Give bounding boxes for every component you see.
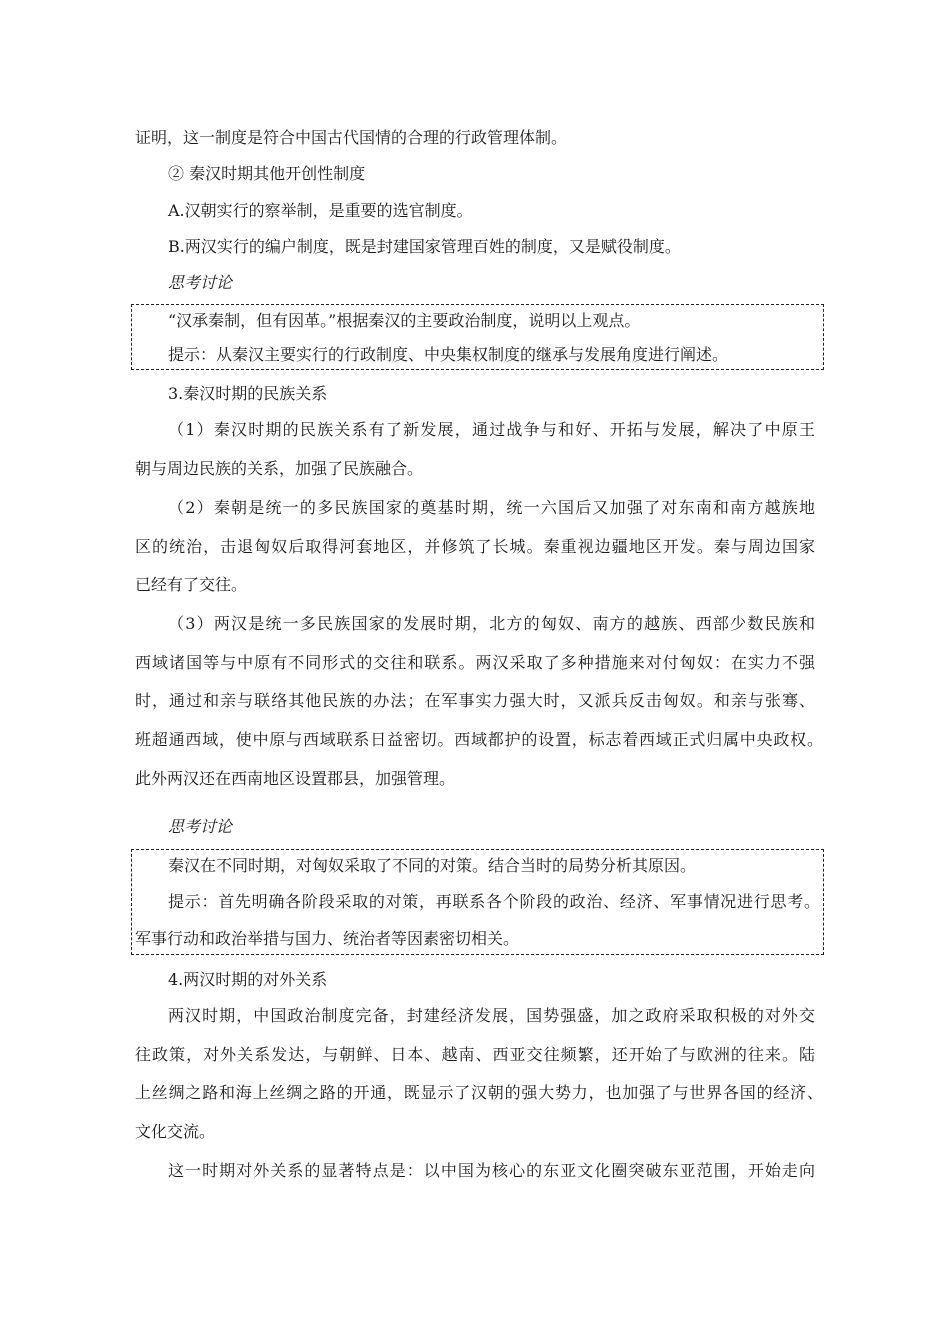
think-discuss-label: 思考讨论 [168,817,233,836]
paragraph-line: 班超通西域，使中原与西域联系日益密切。西域都护的设置，标志着西域正式归属中央政权。 [135,730,823,749]
paragraph-line: 时，通过和亲与联络其他民族的办法；在军事实力强大时，又派兵反击匈奴。和亲与张骞、 [135,691,815,710]
discussion-question: 秦汉在不同时期，对匈奴采取了不同的对策。结合当时的局势分析其原因。 [168,856,697,875]
paragraph-line: 上丝绸之路和海上丝绸之路的开通，既显示了汉朝的强大势力，也加强了与世界各国的经济、 [135,1083,823,1102]
think-discuss-label: 思考讨论 [168,273,233,292]
discussion-hint: 提示：首先明确各阶段采取的对策，再联系各个阶段的政治、经济、军事情况进行思考。 [168,892,820,911]
section-heading: 3.秦汉时期的民族关系 [168,384,328,403]
paragraph-line: 已经有了交往。 [135,575,248,594]
paragraph-line: （2）秦朝是统一的多民族国家的奠基时期，统一六国后又加强了对东南和南方越族地 [168,498,815,517]
discussion-question: “汉承秦制，但有因革。”根据秦汉的主要政治制度，说明以上观点。 [168,311,641,330]
paragraph-line: 两汉时期，中国政治制度完备，封建经济发展，国势强盛，加之政府采取积极的对外交 [168,1006,815,1025]
paragraph-line: 此外两汉还在西南地区设置郡县，加强管理。 [135,769,456,788]
discussion-hint: 提示：从秦汉主要实行的行政制度、中央集权制度的继承与发展角度进行阐述。 [168,345,729,364]
paragraph-line: 这一时期对外关系的显著特点是：以中国为核心的东亚文化圈突破东亚范围，开始走向 [168,1161,815,1180]
paragraph-line: 西域诸国等与中原有不同形式的交往和联系。两汉采取了多种措施来对付匈奴：在实力不强 [135,653,815,672]
paragraph-line: 证明，这一制度是符合中国古代国情的合理的行政管理体制。 [135,128,568,147]
paragraph-line: （1）秦汉时期的民族关系有了新发展，通过战争与和好、开拓与发展，解决了中原王 [168,420,815,439]
paragraph-line: （3）两汉是统一多民族国家的发展时期，北方的匈奴、南方的越族、西部少数民族和 [168,614,815,633]
section-heading: 4.两汉时期的对外关系 [168,970,328,989]
discussion-hint: 军事行动和政治举措与国力、统治者等因素密切相关。 [135,929,520,948]
paragraph-line: B.两汉实行的编户制度，既是封建国家管理百姓的制度，又是赋役制度。 [168,237,681,256]
paragraph-line: 往政策，对外关系发达，与朝鲜、日本、越南、西亚交往频繁，还开始了与欧洲的往来。陆 [135,1045,815,1064]
paragraph-line: 文化交流。 [135,1122,216,1141]
paragraph-line: 朝与周边民族的关系，加强了民族融合。 [135,459,424,478]
paragraph-line: 区的统治，击退匈奴后取得河套地区，并修筑了长城。秦重视边疆地区开发。秦与周边国家 [135,537,815,556]
paragraph-line: A.汉朝实行的察举制，是重要的选官制度。 [168,201,473,220]
subheading: ② 秦汉时期其他开创性制度 [168,164,366,183]
